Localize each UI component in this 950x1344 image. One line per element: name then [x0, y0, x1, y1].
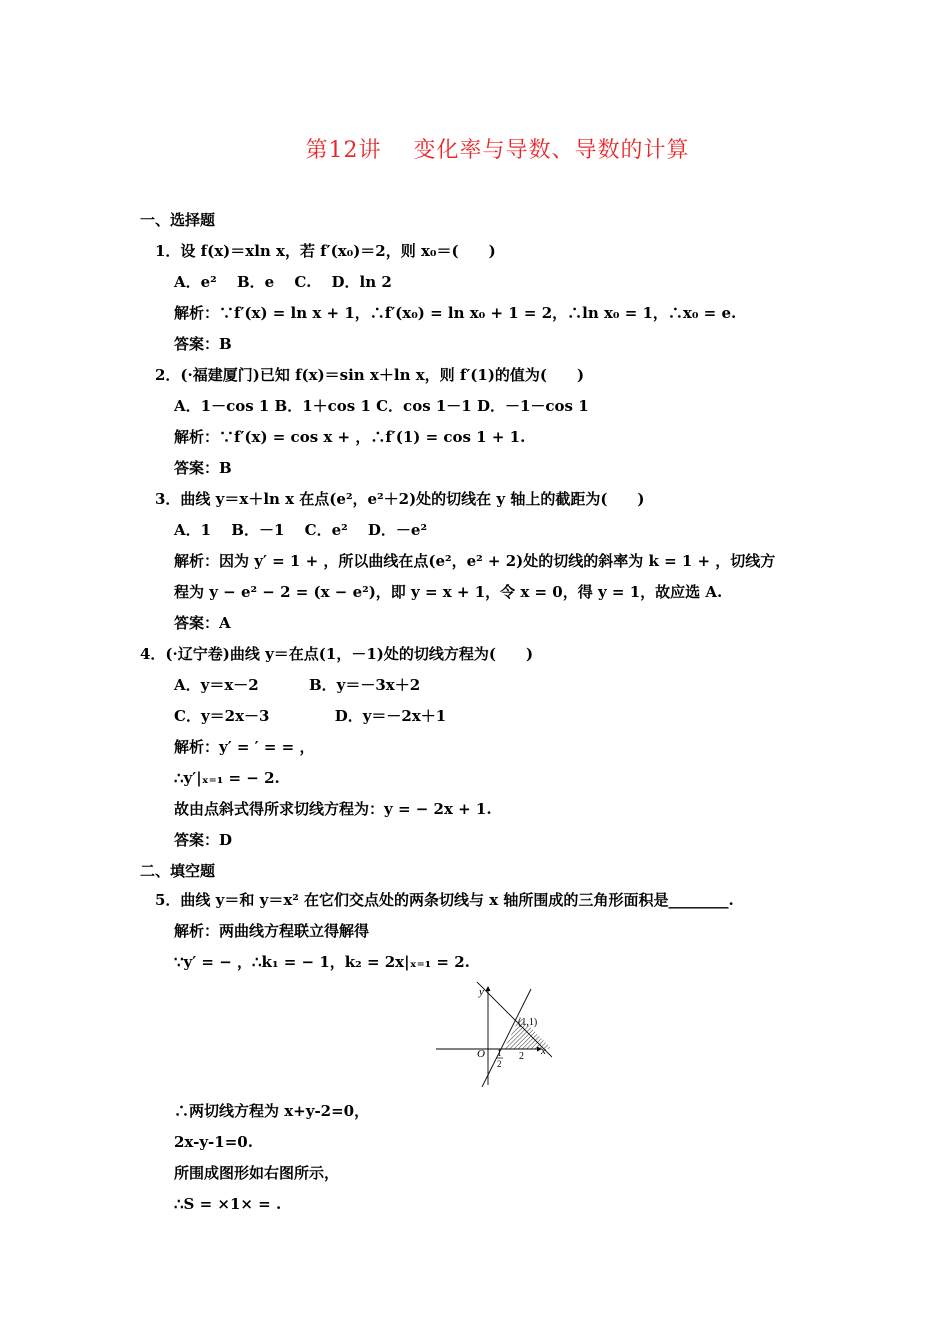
- page-title: [0, 133, 950, 164]
- text-line-sec1: 一、选择题: [140, 211, 216, 229]
- tick-two-label: 2: [519, 1051, 524, 1062]
- point-label: (1,1): [518, 1017, 538, 1028]
- origin-label: O: [477, 1048, 485, 1060]
- text-line-q2: 2．(·福建厦门)已知 f(x)＝sin x＋ln x，则 f′(1)的值为( ): [155, 366, 585, 384]
- x-axis-label: x: [541, 1045, 546, 1057]
- tick-half-numerator: 1: [497, 1048, 502, 1058]
- text-line-q3-sol1: 解析：因为 y′ = 1 + ，所以曲线在点(e²，e² + 2)处的切线的斜率为 k = 1 + ，切线方: [174, 552, 776, 570]
- y-axis-arrow: [486, 986, 491, 991]
- text-line-q4-sol2: ∴y′|ₓ₌₁ = − 2.: [174, 769, 280, 787]
- text-line-q5-sol4: 2x-y-1=0.: [174, 1133, 253, 1151]
- text-line-q3-opts: A．1 B．－1 C．e² D．－e²: [174, 521, 428, 539]
- text-line-q5: 5．曲线 y＝和 y＝x² 在它们交点处的两条切线与 x 轴所围成的三角形面积是________.: [155, 891, 734, 909]
- tangent-lines-figure: [432, 982, 552, 1087]
- text-line-q1-ans: 答案：B: [174, 335, 232, 353]
- text-line-q4: 4．(·辽宁卷)曲线 y＝在点(1，－1)处的切线方程为( ): [140, 645, 534, 663]
- text-line-q4-optsC: C．y＝2x－3 D．y＝－2x＋1: [174, 707, 447, 725]
- text-line-q4-sol1: 解析：y′ = ′ = = ，: [174, 738, 315, 756]
- y-axis-label: y: [479, 986, 484, 998]
- text-line-q3-ans: 答案：A: [174, 614, 231, 632]
- text-line-q3: 3．曲线 y＝x＋ln x 在点(e²，e²＋2)处的切线在 y 轴上的截距为( ): [155, 490, 645, 508]
- text-line-q5-sol5: 所围成图形如右图所示，: [174, 1164, 340, 1182]
- text-line-q5-sol3: ∴两切线方程为 x+y-2=0，: [174, 1102, 370, 1120]
- text-line-q3-sol2: 程为 y − e² − 2 = (x − e²)，即 y = x + 1，令 x = 0，得 y = 1，故应选 A.: [174, 583, 723, 601]
- text-line-q5-sol1: 解析：两曲线方程联立得解得: [174, 922, 370, 940]
- lecture-number: 第12讲: [305, 138, 382, 163]
- text-line-q2-opts: A．1－cos 1 B．1＋cos 1 C．cos 1－1 D．－1－cos 1: [174, 397, 589, 415]
- text-line-q1-sol: 解析：∵f′(x) = ln x + 1，∴f′(x₀) = ln x₀ + 1 = 2，∴ln x₀ = 1，∴x₀ = e.: [174, 304, 737, 322]
- text-line-q4-optsA: A．y＝x－2 B．y＝－3x＋2: [174, 676, 421, 694]
- text-line-q5-sol6: ∴S = ×1× = .: [174, 1195, 282, 1213]
- text-line-q1-opts: A．e² B．e C. D．ln 2: [174, 273, 392, 291]
- text-line-q4-ans: 答案：D: [174, 831, 233, 849]
- tick-half-denominator: 2: [497, 1059, 502, 1069]
- text-line-q1: 1．设 f(x)＝xln x，若 f′(x₀)＝2，则 x₀＝( ): [155, 242, 496, 260]
- text-line-sec2: 二、填空题: [140, 862, 216, 880]
- text-line-q2-ans: 答案：B: [174, 459, 232, 477]
- text-line-q4-sol3: 故由点斜式得所求切线方程为：y = − 2x + 1.: [174, 800, 492, 818]
- text-line-q2-sol: 解析：∵f′(x) = cos x + ，∴f′(1) = cos 1 + 1.: [174, 428, 526, 446]
- lecture-topic: 变化率与导数、导数的计算: [413, 138, 690, 163]
- text-line-q5-sol2: ∵y′ = − ，∴k₁ = − 1，k₂ = 2x|ₓ₌₁ = 2.: [174, 953, 470, 971]
